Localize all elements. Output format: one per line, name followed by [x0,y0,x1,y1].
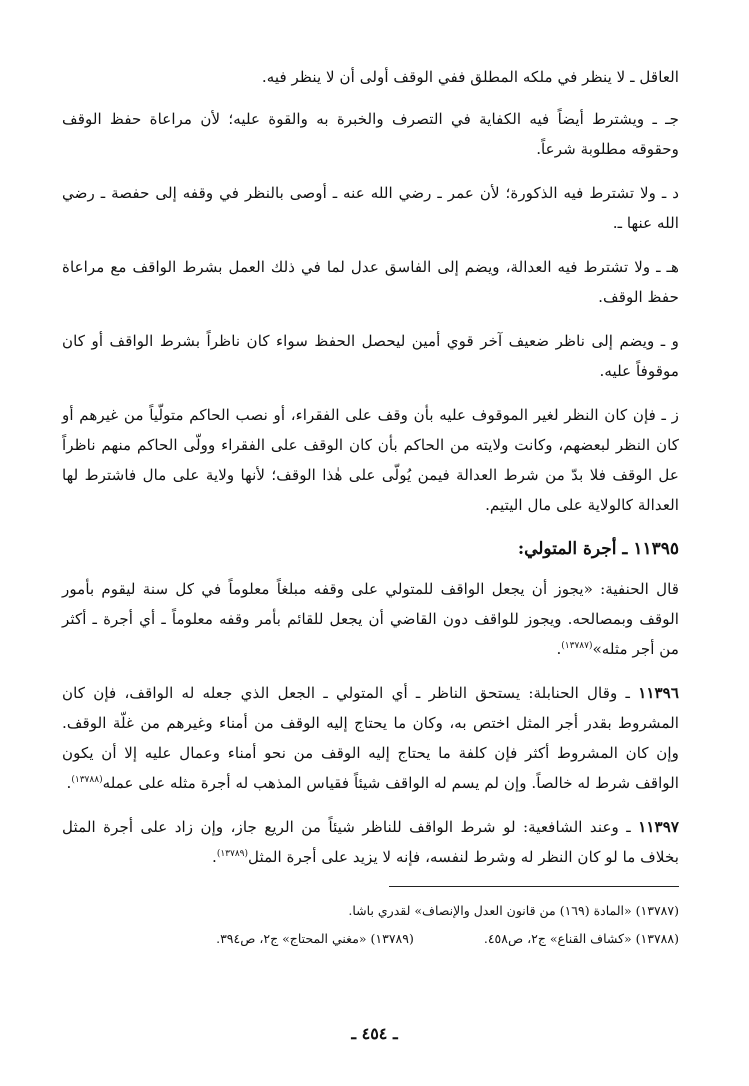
footnote-divider [389,886,679,887]
section-title: ـ أجرة المتولي: [517,539,628,559]
paragraph-text: ـ وعند الشافعية: لو شرط الواقف للناظر شيئاً من الريع جاز، وإن زاد على أجرة المثل بخلاف ما لو كان النظر له وشرط لنفسه، فإنه لا يزيد على أجرة المثل [62,818,679,866]
punctuation: . [556,640,562,658]
paragraph-hanafi [62,574,679,664]
punctuation: . [66,774,72,792]
section-heading [62,534,679,564]
paragraph: هـ ـ ولا تشترط فيه العدالة، ويضم إلى الفاسق عدل لما في ذلك العمل بشرط الواقف مع مراعاة حفظ الوقف. [62,258,679,306]
paragraph: جـ ـ ويشترط أيضاً فيه الكفاية في التصرف والخبرة به والقوة عليه؛ لأن مراعاة حفظ الوقف وحقوقه مطلوبة شرعاً. [62,110,679,158]
punctuation: . [211,848,217,866]
footnote-ref[interactable]: (١٣٧٨٩) [216,848,249,859]
footnote: (١٣٧٨٩) «مغني المحتاج» ج٢، ص٣٩٤. [216,931,414,946]
section-number: ١١٣٩٥ [633,539,679,559]
paragraph: و ـ ويضم إلى ناظر ضعيف آخر قوي أمين ليحصل الحفظ سواء كان ناظراً بشرط الواقف أو كان موقوفاً عليه. [62,332,679,380]
footnote-row [62,925,679,953]
paragraph-shafii [62,812,679,872]
footnote-ref[interactable]: (١٣٧٨٨) [71,774,103,785]
main-text [62,62,679,872]
footnote-ref[interactable]: (١٣٧٨٧) [561,640,593,651]
paragraph: د ـ ولا تشترط فيه الذكورة؛ لأن عمر ـ رضي الله عنه ـ أوصى بالنظر في وقفه إلى حفصة ـ رضي الله عنها ـ. [62,184,679,232]
paragraph: العاقل ـ لا ينظر في ملكه المطلق ففي الوقف أولى أن لا ينظر فيه. [261,68,679,86]
footnote: (١٣٧٨٧) «المادة (١٦٩) من قانون العدل والإنصاف» لقدري باشا. [348,903,679,918]
paragraph-number: ١١٣٩٦ [638,684,679,702]
footnote: (١٣٧٨٨) «كشاف القناع» ج٢، ص٤٥٨. [483,931,679,946]
paragraph-hanabila [62,678,679,798]
page-number: ـ ٤٥٤ ـ [351,1024,398,1043]
paragraph-number: ١١٣٩٧ [638,818,680,836]
paragraph: ز ـ فإن كان النظر لغير الموقوف عليه بأن وقف على الفقراء، أو نصب الحاكم متولّياً من غيرهم أو كان النظر لبعضهم، وكانت ولايته من الحاكم بأن كان الوقف على الفقراء وولّى الحاكم منهم ناظراً عل الوقف فلا بدّ من شرط العدالة فيمن يُولّى على هٰذا الوقف؛ لأنها ولاية على مال فاشترط لها العدالة كالولاية على مال اليتيم. [62,406,679,514]
paragraph-text: قال الحنفية: «يجوز أن يجعل الواقف للمتولي على وقفه مبلغاً معلوماً في كل سنة ليقوم بأمور الوقف وبمصالحه. ويجوز للواقف دون القاضي أن يجعل للقائم بأمر وقفه معلوماً ـ أي أجرة ـ أكثر من أجر مثله» [62,580,679,658]
paragraph-text: ـ وقال الحنابلة: يستحق الناظر ـ أي المتولي ـ الجعل الذي جعله له الواقف، فإن كان المشروط بقدر أجر المثل اختص به، وكان ما يحتاج إليه الوقف من أمناء وغيرهم من غلّة الوقف. وإن كان المشروط أكثر فإن كلفة ما يحتاج إليه الوقف من نحو أمناء وعمال عليه إلا أن يكون الواقف شرط له خالصاً. وإن لم يسم له الواقف شيئاً فقياس المذهب له أجرة مثله على عمله [62,684,679,792]
footnotes [62,897,679,953]
